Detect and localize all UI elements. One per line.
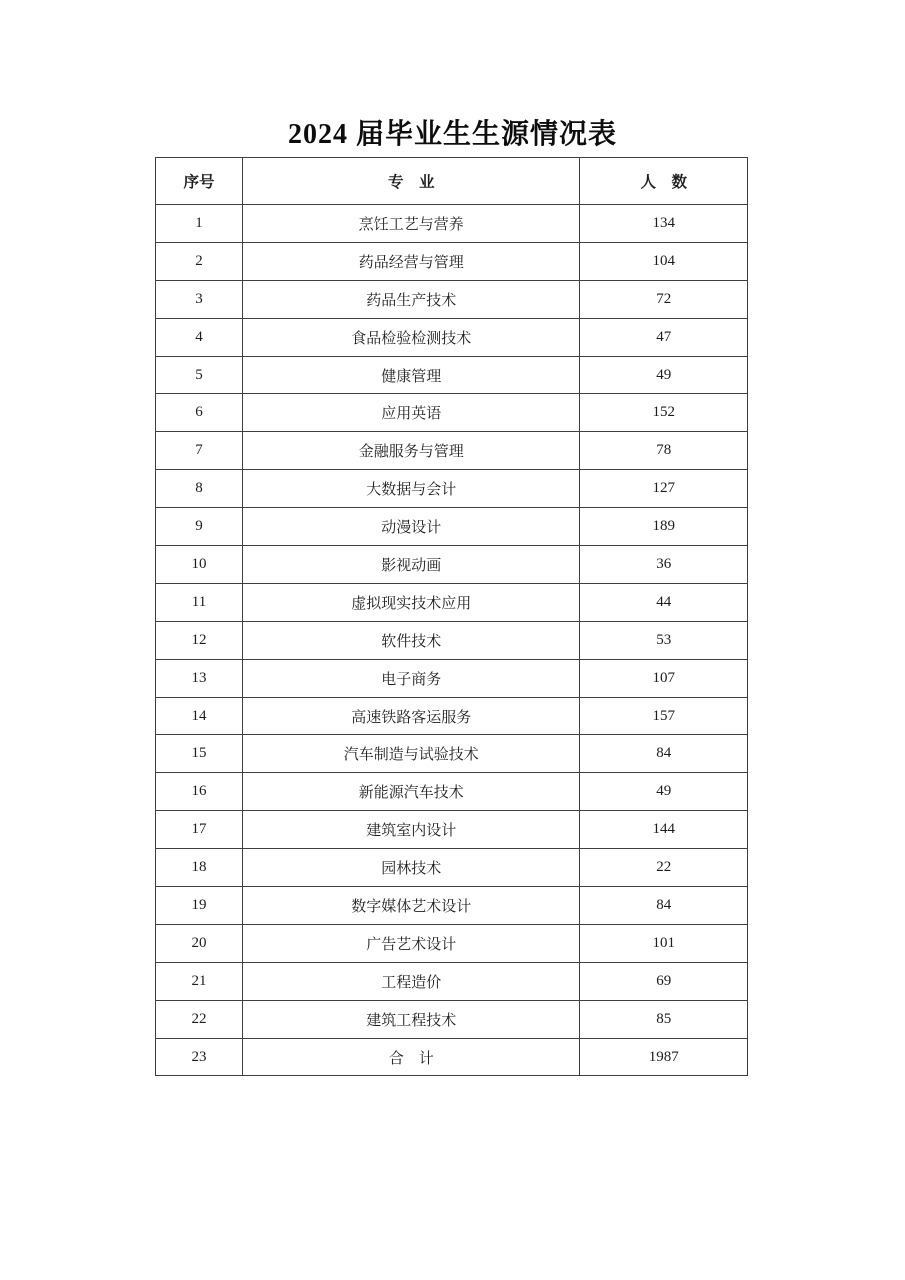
- major-name: 新能源汽车技术: [243, 773, 580, 811]
- major-name: 虚拟现实技术应用: [243, 583, 580, 621]
- major-name: 合 计: [243, 1038, 580, 1076]
- table-row: [156, 1000, 748, 1038]
- major-name: 汽车制造与试验技术: [243, 735, 580, 773]
- student-count: 189: [580, 508, 748, 546]
- student-count: 22: [580, 849, 748, 887]
- table-row: [156, 659, 748, 697]
- table-row: [156, 394, 748, 432]
- table-row: [156, 621, 748, 659]
- student-count: 107: [580, 659, 748, 697]
- student-count: 127: [580, 470, 748, 508]
- student-count: 134: [580, 205, 748, 243]
- row-number: 15: [156, 735, 243, 773]
- student-count: 84: [580, 735, 748, 773]
- major-name: 电子商务: [243, 659, 580, 697]
- table-row: [156, 773, 748, 811]
- row-number: 6: [156, 394, 243, 432]
- student-count: 49: [580, 356, 748, 394]
- student-count: 44: [580, 583, 748, 621]
- row-number: 19: [156, 887, 243, 925]
- major-name: 建筑工程技术: [243, 1000, 580, 1038]
- row-number: 2: [156, 242, 243, 280]
- table-row: [156, 432, 748, 470]
- row-number: 20: [156, 924, 243, 962]
- table-row: [156, 356, 748, 394]
- student-count: 85: [580, 1000, 748, 1038]
- row-number: 3: [156, 280, 243, 318]
- table-row: [156, 1038, 748, 1076]
- row-number: 22: [156, 1000, 243, 1038]
- major-name: 动漫设计: [243, 508, 580, 546]
- row-number: 23: [156, 1038, 243, 1076]
- table-row: [156, 470, 748, 508]
- row-number: 12: [156, 621, 243, 659]
- table-row: [156, 242, 748, 280]
- source-table: [155, 157, 748, 1076]
- row-number: 16: [156, 773, 243, 811]
- student-count: 152: [580, 394, 748, 432]
- major-name: 广告艺术设计: [243, 924, 580, 962]
- row-number: 7: [156, 432, 243, 470]
- major-name: 园林技术: [243, 849, 580, 887]
- table-row: [156, 205, 748, 243]
- table-row: [156, 280, 748, 318]
- column-header-count: 人 数: [580, 158, 748, 205]
- major-name: 金融服务与管理: [243, 432, 580, 470]
- row-number: 14: [156, 697, 243, 735]
- row-number: 10: [156, 546, 243, 584]
- major-name: 高速铁路客运服务: [243, 697, 580, 735]
- table-body: [156, 205, 748, 1076]
- row-number: 5: [156, 356, 243, 394]
- table-row: [156, 508, 748, 546]
- major-name: 工程造价: [243, 962, 580, 1000]
- student-count: 78: [580, 432, 748, 470]
- table-row: [156, 849, 748, 887]
- table-row: [156, 318, 748, 356]
- student-count: 157: [580, 697, 748, 735]
- major-name: 药品经营与管理: [243, 242, 580, 280]
- table-row: [156, 583, 748, 621]
- row-number: 17: [156, 811, 243, 849]
- major-name: 药品生产技术: [243, 280, 580, 318]
- page-title: 2024 届毕业生生源情况表: [287, 119, 617, 150]
- student-count: 53: [580, 621, 748, 659]
- major-name: 大数据与会计: [243, 470, 580, 508]
- major-name: 烹饪工艺与营养: [243, 205, 580, 243]
- major-name: 软件技术: [243, 621, 580, 659]
- row-number: 18: [156, 849, 243, 887]
- table-row: [156, 697, 748, 735]
- student-count: 49: [580, 773, 748, 811]
- row-number: 8: [156, 470, 243, 508]
- column-header-major: 专 业: [243, 158, 580, 205]
- table-header-row: [156, 158, 748, 205]
- table-row: [156, 811, 748, 849]
- row-number: 13: [156, 659, 243, 697]
- row-number: 11: [156, 583, 243, 621]
- row-number: 21: [156, 962, 243, 1000]
- major-name: 应用英语: [243, 394, 580, 432]
- column-header-no: 序号: [156, 158, 243, 205]
- table-row: [156, 546, 748, 584]
- table-row: [156, 887, 748, 925]
- student-count: 104: [580, 242, 748, 280]
- row-number: 4: [156, 318, 243, 356]
- table-row: [156, 924, 748, 962]
- major-name: 影视动画: [243, 546, 580, 584]
- major-name: 数字媒体艺术设计: [243, 887, 580, 925]
- student-count: 36: [580, 546, 748, 584]
- student-count: 72: [580, 280, 748, 318]
- student-count: 101: [580, 924, 748, 962]
- student-count: 69: [580, 962, 748, 1000]
- table-row: [156, 735, 748, 773]
- major-name: 食品检验检测技术: [243, 318, 580, 356]
- student-count: 84: [580, 887, 748, 925]
- row-number: 9: [156, 508, 243, 546]
- student-count: 1987: [580, 1038, 748, 1076]
- table-row: [156, 962, 748, 1000]
- major-name: 建筑室内设计: [243, 811, 580, 849]
- student-count: 144: [580, 811, 748, 849]
- row-number: 1: [156, 205, 243, 243]
- student-count: 47: [580, 318, 748, 356]
- major-name: 健康管理: [243, 356, 580, 394]
